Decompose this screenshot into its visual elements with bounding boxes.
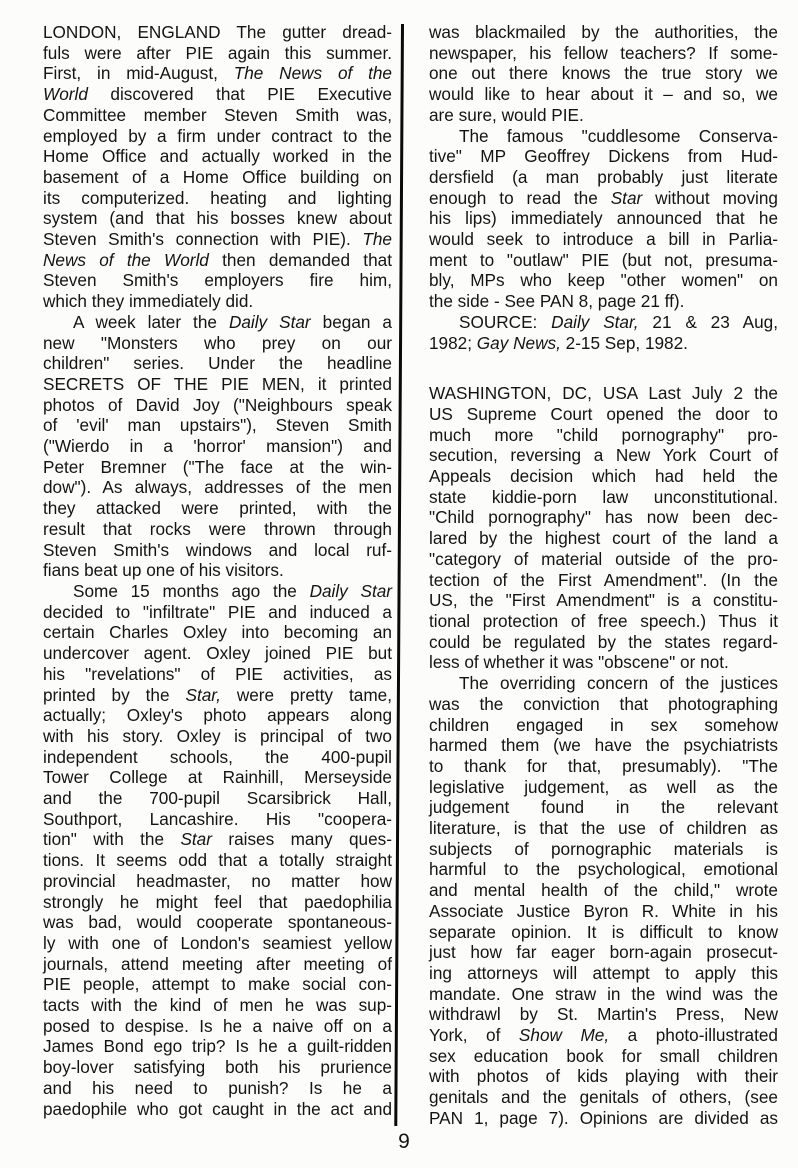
text-segment: would seek to introduce a bill in Parlia- xyxy=(429,229,778,250)
text-line xyxy=(429,1087,778,1108)
text-line xyxy=(43,829,392,850)
text-line xyxy=(43,995,392,1016)
text-line xyxy=(43,767,392,788)
text-segment: were pretty tame, xyxy=(220,684,392,705)
text-line xyxy=(429,528,778,549)
text-line xyxy=(43,167,392,188)
text-line xyxy=(429,425,778,446)
text-segment: Committee member Steven Smith was, xyxy=(43,104,392,125)
text-line xyxy=(43,664,392,685)
text-line xyxy=(429,1004,778,1025)
text-segment: paedophile who got caught in the act and xyxy=(43,1098,392,1119)
page-number: 9 xyxy=(398,1130,410,1153)
text-segment: Some 15 months ago the xyxy=(73,580,310,601)
text-line xyxy=(43,498,392,519)
text-line xyxy=(429,818,778,839)
text-line xyxy=(43,1078,392,1099)
text-segment: ment to "outlaw" PIE (but not, presuma- xyxy=(429,249,778,270)
text-segment: posed to despise. Is he a naive off on a xyxy=(43,1015,392,1036)
text-segment: are sure, would PIE. xyxy=(429,104,584,125)
text-line xyxy=(43,540,392,561)
paragraph xyxy=(429,673,778,1128)
text-line xyxy=(429,383,778,404)
text-segment: decided to "infiltrate" PIE and induced a xyxy=(43,601,392,622)
text-segment: Steven Smith's windows and local ruf- xyxy=(43,539,392,560)
text-line xyxy=(43,747,392,768)
text-segment: separate opinion. It is difficult to know xyxy=(429,921,778,942)
text-segment: ing attorneys will attempt to apply this xyxy=(429,962,778,983)
text-segment: dow"). As always, addresses of the men xyxy=(43,477,392,498)
text-segment: basement of a Home Office building on xyxy=(43,166,392,187)
text-line xyxy=(429,291,778,312)
text-segment: The overriding concern of the justices xyxy=(459,673,778,694)
text-segment: 2-15 Sep, 1982. xyxy=(560,332,688,353)
text-line xyxy=(43,560,392,581)
text-segment: tive" MP Geoffrey Dickens from Hud- xyxy=(429,146,778,167)
text-segment: state kiddie-porn law unconstitutional. xyxy=(429,486,778,507)
text-segment: a photo-illustrated xyxy=(609,1025,778,1046)
text-line xyxy=(43,1016,392,1037)
text-line xyxy=(429,859,778,880)
text-segment: result that rocks were thrown through xyxy=(43,518,392,539)
text-segment: PIE people, attempt to make social con- xyxy=(43,974,392,995)
paragraph xyxy=(429,312,778,353)
italic-text: Star xyxy=(180,829,212,850)
right-column xyxy=(429,22,778,1129)
text-segment: tional protection of free speech.) Thus it xyxy=(429,610,778,631)
text-segment: provincial headmaster, no matter how xyxy=(43,870,392,891)
text-line xyxy=(429,1046,778,1067)
text-segment: enough to read the xyxy=(429,187,611,208)
text-segment: children" series. Under the headline xyxy=(43,353,392,374)
text-segment: was bad, would cooperate spontaneous- xyxy=(43,912,392,933)
text-segment: the side - See PAN 8, page 21 ff). xyxy=(429,291,685,312)
text-line xyxy=(43,229,392,250)
text-segment: ly with one of London's seamiest yellow xyxy=(43,932,392,953)
text-line xyxy=(43,415,392,436)
text-line xyxy=(429,715,778,736)
text-segment: PAN 1, page 7). Opinions are divided as xyxy=(429,1107,778,1128)
text-segment: Appeals decision which had held the xyxy=(429,466,778,487)
text-segment: of 'evil' man upstairs"), Steven Smith xyxy=(43,415,392,436)
text-segment: fuls were after PIE again this summer. xyxy=(43,42,392,63)
text-line xyxy=(429,167,778,188)
text-line xyxy=(43,333,392,354)
text-line xyxy=(43,1099,392,1120)
text-segment: tions. It seems odd that a totally straight xyxy=(43,850,392,871)
text-line xyxy=(429,1066,778,1087)
text-line xyxy=(429,208,778,229)
text-segment: which they immediately did. xyxy=(43,291,254,312)
text-line xyxy=(429,188,778,209)
text-line xyxy=(429,590,778,611)
text-segment: certain Charles Oxley into becoming an xyxy=(43,622,392,643)
text-line xyxy=(429,312,778,333)
text-segment: journals, attend meeting after meeting of xyxy=(43,953,392,974)
text-line xyxy=(43,892,392,913)
text-segment: First, in mid-August, xyxy=(43,63,234,84)
text-line xyxy=(429,777,778,798)
paragraph xyxy=(43,312,392,581)
text-segment: The famous "cuddlesome Conserva- xyxy=(459,125,778,146)
text-segment: legislative judgement, as well as the xyxy=(429,776,778,797)
text-segment: A week later the xyxy=(73,311,229,332)
text-segment: US, the "First Amendment" is a constitu- xyxy=(429,590,778,611)
text-line xyxy=(429,63,778,84)
text-line xyxy=(429,466,778,487)
text-line xyxy=(429,942,778,963)
text-segment: without moving xyxy=(642,187,778,208)
paragraph xyxy=(43,22,392,312)
text-line xyxy=(429,507,778,528)
text-segment: his lips) immediately announced that he xyxy=(429,208,778,229)
text-line xyxy=(429,922,778,943)
italic-text: Daily Star xyxy=(309,580,393,601)
text-segment: just how far eager born-again prosecut- xyxy=(429,942,778,963)
italic-text: The xyxy=(362,229,392,250)
text-line xyxy=(43,270,392,291)
text-line xyxy=(43,1057,392,1078)
text-line xyxy=(429,445,778,466)
text-segment: "category of material outside of the pro- xyxy=(429,548,778,569)
text-line xyxy=(43,643,392,664)
text-segment: would like to hear about it – and so, we xyxy=(429,84,778,105)
text-segment: with photos of kids playing with their xyxy=(429,1066,778,1087)
text-segment: York, of xyxy=(429,1025,519,1046)
text-line xyxy=(43,705,392,726)
text-line xyxy=(429,797,778,818)
text-segment: tection of the First Amendment". (In the xyxy=(429,569,778,590)
text-line xyxy=(429,901,778,922)
text-line xyxy=(43,312,392,333)
text-segment: with his story. Oxley is principal of two xyxy=(43,725,392,746)
text-segment: boy-lover satisfying both his prurience xyxy=(43,1057,392,1078)
text-line xyxy=(429,984,778,1005)
text-line xyxy=(429,611,778,632)
paragraph xyxy=(429,126,778,312)
italic-text: Show Me, xyxy=(518,1025,610,1046)
text-segment: Peter Bremner ("The face at the win- xyxy=(43,456,392,477)
text-segment: system (and that his bosses knew about xyxy=(43,208,392,229)
text-line xyxy=(429,146,778,167)
text-segment: and mental health of the child," wrote xyxy=(429,880,778,901)
text-line xyxy=(43,1036,392,1057)
text-segment: SECRETS OF THE PIE MEN, it printed xyxy=(43,373,392,394)
text-line xyxy=(429,570,778,591)
text-line xyxy=(43,291,392,312)
text-line xyxy=(43,974,392,995)
text-line xyxy=(43,395,392,416)
text-segment: newspaper, his fellow teachers? If some- xyxy=(429,42,778,63)
text-segment: mandate. One straw in the wind was the xyxy=(429,983,778,1004)
left-column xyxy=(43,22,392,1119)
text-segment: 1982; xyxy=(429,332,477,353)
text-line xyxy=(43,871,392,892)
text-segment: to thank for that, presumably). "The xyxy=(429,755,778,776)
text-line xyxy=(43,353,392,374)
text-segment: James Bond ego trip? Is he a guilt-ridden xyxy=(43,1036,392,1057)
text-line xyxy=(43,105,392,126)
text-line xyxy=(43,933,392,954)
text-segment: less of whether it was "obscene" or not. xyxy=(429,652,729,673)
text-segment: they attacked were printed, with the xyxy=(43,498,392,519)
text-segment: his "revelations" of PIE activities, as xyxy=(43,663,392,684)
text-segment: harmed them (we have the psychiatrists xyxy=(429,735,778,756)
text-segment: bly, MPs who keep "other women" on xyxy=(429,270,778,291)
text-segment: employed by a firm under contract to the xyxy=(43,125,392,146)
text-line xyxy=(43,84,392,105)
column-divider xyxy=(394,24,404,1126)
text-line xyxy=(429,270,778,291)
text-line xyxy=(43,208,392,229)
text-line xyxy=(43,457,392,478)
text-line xyxy=(43,581,392,602)
text-line xyxy=(43,188,392,209)
text-line xyxy=(43,374,392,395)
text-segment: withdrawl by St. Martin's Press, New xyxy=(429,1004,778,1025)
text-line xyxy=(43,477,392,498)
text-segment: new "Monsters who prey on our xyxy=(43,332,392,353)
text-segment: undercover agent. Oxley joined PIE but xyxy=(43,643,392,664)
text-segment: independent schools, the 400-pupil xyxy=(43,746,392,767)
text-line xyxy=(43,519,392,540)
text-line xyxy=(429,250,778,271)
italic-text: Daily Star, xyxy=(551,311,639,332)
text-line xyxy=(43,685,392,706)
text-line xyxy=(429,43,778,64)
text-line xyxy=(429,84,778,105)
text-segment: photos of David Joy ("Neighbours speak xyxy=(43,394,392,415)
text-segment: raises many ques- xyxy=(211,829,392,850)
text-segment: and the 700-pupil Scarsibrick Hall, xyxy=(43,788,392,809)
paragraph xyxy=(429,22,778,126)
text-segment: Steven Smith's connection with PIE). xyxy=(43,229,363,250)
text-segment: Southport, Lancashire. His "coopera- xyxy=(43,808,392,829)
text-segment: dersfield (a man probably just literate xyxy=(429,166,778,187)
text-line xyxy=(43,43,392,64)
text-line xyxy=(429,404,778,425)
text-line xyxy=(429,652,778,673)
italic-text: Star, xyxy=(185,684,221,705)
text-segment: genitals and the genitals of others, (see xyxy=(429,1087,778,1108)
text-line xyxy=(43,436,392,457)
text-segment: then demanded that xyxy=(208,249,392,270)
text-segment: children engaged in sex somehow xyxy=(429,714,778,735)
text-segment: tacts with the kind of men he was sup- xyxy=(43,995,392,1016)
text-line xyxy=(429,632,778,653)
text-line xyxy=(43,912,392,933)
text-segment: began a xyxy=(310,311,392,332)
text-line xyxy=(43,146,392,167)
italic-text: Gay News, xyxy=(476,332,561,353)
italic-text: News of the World xyxy=(43,249,209,270)
text-segment: its computerized. heating and lighting xyxy=(43,187,392,208)
text-line xyxy=(43,250,392,271)
paragraph xyxy=(43,581,392,1119)
text-line xyxy=(429,487,778,508)
text-line xyxy=(429,1108,778,1129)
text-segment: Associate Justice Byron R. White in his xyxy=(429,900,778,921)
text-segment: was blackmailed by the authorities, the xyxy=(429,22,778,42)
text-segment: ("Wierdo in a 'horror' mansion") and xyxy=(43,436,392,457)
text-segment: 21 & 23 Aug, xyxy=(638,311,778,332)
text-segment: harmful to the psychological, emotional xyxy=(429,859,778,880)
text-segment: strongly he might feel that paedophilia xyxy=(43,891,392,912)
text-line xyxy=(43,788,392,809)
text-segment: fians beat up one of his visitors. xyxy=(43,560,284,581)
text-segment: "Child pornography" has now been dec- xyxy=(429,507,778,528)
text-line xyxy=(43,850,392,871)
text-line xyxy=(429,694,778,715)
text-line xyxy=(429,963,778,984)
text-line xyxy=(429,880,778,901)
text-segment: one out there knows the true story we xyxy=(429,63,778,84)
text-line xyxy=(429,756,778,777)
text-segment: Home Office and actually worked in the xyxy=(43,146,392,167)
text-line xyxy=(429,126,778,147)
text-line xyxy=(429,229,778,250)
text-line xyxy=(429,1025,778,1046)
text-line xyxy=(429,735,778,756)
text-segment: LONDON, ENGLAND The gutter dread- xyxy=(43,22,392,42)
text-line xyxy=(43,126,392,147)
paragraph xyxy=(429,383,778,673)
text-line xyxy=(43,22,392,43)
text-segment: tion" with the xyxy=(43,829,181,850)
text-segment: printed by the xyxy=(43,684,186,705)
text-segment: secution, reversing a New York Court of xyxy=(429,445,778,466)
text-segment: WASHINGTON, DC, USA Last July 2 the xyxy=(429,383,778,404)
italic-text: Daily Star xyxy=(228,311,311,332)
text-segment: much more "child pornography" pro- xyxy=(429,424,778,445)
text-line xyxy=(429,22,778,43)
text-segment: Steven Smith's employers fire him, xyxy=(43,270,392,291)
text-line xyxy=(429,839,778,860)
text-segment: Tower College at Rainhill, Merseyside xyxy=(43,767,392,788)
text-line xyxy=(43,954,392,975)
text-line xyxy=(429,105,778,126)
text-segment: could be regulated by the states regard- xyxy=(429,631,778,652)
italic-text: Star xyxy=(610,187,643,208)
italic-text: The News of the xyxy=(233,63,392,84)
text-segment: sex education book for small children xyxy=(429,1045,778,1066)
text-segment: discovered that PIE Executive xyxy=(87,84,392,105)
text-segment: actually; Oxley's photo appears along xyxy=(43,705,392,726)
text-line xyxy=(43,63,392,84)
text-segment: US Supreme Court opened the door to xyxy=(429,403,778,424)
text-line xyxy=(429,549,778,570)
text-segment: judgement found in the relevant xyxy=(429,797,778,818)
text-line xyxy=(43,622,392,643)
text-line xyxy=(429,333,778,354)
text-line xyxy=(43,726,392,747)
text-segment: subjects of pornographic materials is xyxy=(429,838,778,859)
italic-text: World xyxy=(43,84,88,105)
text-segment: was the conviction that photographing xyxy=(429,693,778,714)
text-segment: SOURCE: xyxy=(459,311,552,332)
text-line xyxy=(43,809,392,830)
text-segment: literature, is that the use of children as xyxy=(429,818,778,839)
text-line xyxy=(43,602,392,623)
text-segment: and his need to punish? Is he a xyxy=(43,1077,392,1098)
text-line xyxy=(429,673,778,694)
text-segment: lared by the highest court of the land a xyxy=(429,528,778,549)
